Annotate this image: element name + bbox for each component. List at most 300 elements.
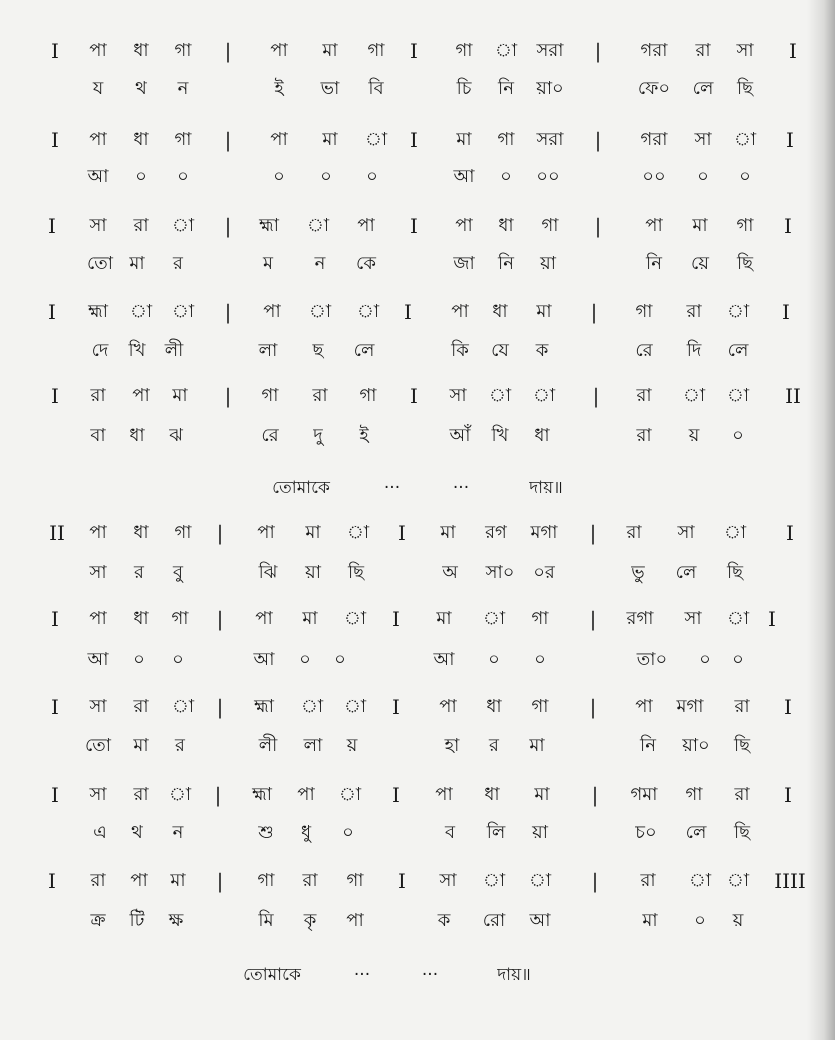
bar-close: I (784, 695, 792, 719)
refrain-word: তোমাকে (243, 965, 301, 985)
note: গরা (640, 40, 668, 61)
lyric-syllable: চ০ (635, 822, 657, 843)
note: ধা (484, 784, 500, 805)
note: পা (89, 40, 107, 61)
note: গা (174, 40, 192, 61)
lyric-syllable: ব (444, 822, 456, 843)
lyric-syllable: খি (491, 425, 509, 446)
lyric-syllable: য়া০ (682, 735, 710, 756)
note: া (726, 870, 750, 891)
note: পা (89, 522, 107, 543)
note: রগা (626, 608, 654, 629)
note: সরা (536, 129, 564, 150)
lyric-syllable: য়ে (691, 253, 709, 274)
note: া (171, 215, 195, 236)
note: া (346, 522, 370, 543)
note: হ্মা (88, 301, 108, 322)
lyric-syllable: ০ (699, 649, 711, 670)
lyric-syllable: ধা (129, 425, 145, 446)
bar-divider: | (224, 214, 232, 238)
lyric-syllable: ন (314, 253, 326, 274)
lyric-syllable: রা (636, 425, 652, 446)
note: গা (685, 784, 703, 805)
lyric-syllable: ছি (733, 822, 751, 843)
note: া (494, 40, 518, 61)
lyric-syllable: কৃ (303, 910, 317, 931)
note: হ্মা (252, 784, 272, 805)
lyric-syllable: ক (437, 910, 451, 931)
lyric-syllable: য় (346, 735, 358, 756)
lyric-syllable: লে (353, 340, 375, 361)
lyric-syllable: অ (442, 562, 458, 583)
refrain-ellipsis: ··· (383, 478, 401, 498)
lyrics-row (0, 249, 835, 283)
note: গা (635, 301, 653, 322)
note: মা (322, 40, 338, 61)
bar-divider: | (591, 869, 599, 893)
lyrics-row (0, 906, 835, 940)
bar-close: IIII (774, 869, 806, 893)
lyric-syllable: ০র (533, 562, 555, 583)
lyric-syllable: লে (692, 78, 714, 99)
lyric-syllable: খি (128, 340, 146, 361)
bar-divider: | (594, 128, 602, 152)
note: পা (270, 129, 288, 150)
bar-open: I (51, 384, 59, 408)
lyrics-row (0, 731, 835, 765)
note: রা (133, 696, 149, 717)
lyric-syllable: বু (172, 562, 184, 583)
lyric-syllable: ধু (300, 822, 312, 843)
note: গা (497, 129, 515, 150)
lyric-syllable: বা (90, 425, 106, 446)
note: মা (440, 522, 456, 543)
note: গা (171, 608, 189, 629)
note: রা (90, 870, 106, 891)
bar-divider: I (392, 695, 400, 719)
note: পা (357, 215, 375, 236)
lyric-syllable: ০ (334, 649, 346, 670)
bar-divider: I (392, 607, 400, 631)
note: মা (305, 522, 321, 543)
lyric-syllable: র (134, 562, 144, 583)
swaralipi-notes-row (0, 780, 835, 814)
note: হ্মা (254, 696, 274, 717)
bar-divider: I (392, 783, 400, 807)
lyric-syllable: এ (93, 822, 107, 843)
note: া (308, 301, 332, 322)
lyric-syllable: র (489, 735, 499, 756)
bar-divider: | (216, 869, 224, 893)
lyric-syllable: য় (732, 910, 744, 931)
bar-divider: | (216, 521, 224, 545)
note: রা (133, 215, 149, 236)
note: সা (449, 385, 467, 406)
note: রা (640, 870, 656, 891)
lyric-syllable: আ (453, 166, 475, 187)
lyric-syllable: ০ (697, 166, 709, 187)
lyric-syllable: ন (172, 822, 184, 843)
note: সা (89, 696, 107, 717)
refrain-ellipsis: ··· (452, 478, 470, 498)
note: গমা (630, 784, 658, 805)
lyric-syllable: সা (89, 562, 107, 583)
lyric-syllable: য়া (540, 253, 556, 274)
lyric-syllable: দু (313, 425, 323, 446)
note: পা (263, 301, 281, 322)
note: গা (174, 522, 192, 543)
lyric-syllable: য় (688, 425, 700, 446)
lyric-syllable: যে (491, 340, 509, 361)
note: রা (90, 385, 106, 406)
note: রা (302, 870, 318, 891)
bar-open: I (48, 300, 56, 324)
lyrics-row (0, 421, 835, 455)
note: ধা (133, 129, 149, 150)
note: হ্মা (259, 215, 279, 236)
bar-divider: | (594, 214, 602, 238)
lyric-syllable: রে (635, 340, 653, 361)
swaralipi-notes-row (0, 36, 835, 70)
note: পা (297, 784, 315, 805)
lyrics-row (0, 818, 835, 852)
lyric-syllable: ঝ (169, 425, 183, 446)
bar-divider: I (410, 39, 418, 63)
note: গা (346, 870, 364, 891)
bar-divider: I (398, 869, 406, 893)
bar-close: I (786, 521, 794, 545)
bar-divider: | (224, 300, 232, 324)
page-edge-shadow (807, 0, 835, 1040)
note: গরা (640, 129, 668, 150)
note: রা (734, 696, 750, 717)
note: মা (172, 385, 188, 406)
note: সা (89, 215, 107, 236)
refrain-end: দায়॥ (529, 478, 563, 498)
lyric-syllable: আ (87, 166, 109, 187)
bar-divider: | (214, 783, 222, 807)
note: গা (531, 696, 549, 717)
lyric-syllable: ০ (273, 166, 285, 187)
lyric-syllable: ০ (135, 166, 147, 187)
lyric-syllable: আ (433, 649, 455, 670)
lyric-syllable: র (173, 253, 183, 274)
lyric-syllable: ভা (320, 78, 340, 99)
refrain-word: তোমাকে (272, 478, 330, 498)
note: রগ (485, 522, 507, 543)
note: া (356, 301, 380, 322)
note: া (723, 522, 747, 543)
note: গা (541, 215, 559, 236)
refrain-line (0, 473, 835, 505)
bar-divider: | (589, 521, 597, 545)
lyric-syllable: ০ (320, 166, 332, 187)
lyrics-row (0, 645, 835, 679)
note: গা (261, 385, 279, 406)
bar-close: I (789, 39, 797, 63)
bar-open: I (51, 695, 59, 719)
bar-divider: | (224, 128, 232, 152)
note: া (528, 870, 552, 891)
bar-divider: | (594, 39, 602, 63)
bar-open: II (49, 521, 65, 545)
bar-divider: I (410, 384, 418, 408)
lyric-syllable: ন (177, 78, 189, 99)
note: মা (302, 608, 318, 629)
swaralipi-notes-row (0, 866, 835, 900)
lyric-syllable: থ (131, 822, 143, 843)
note: সা (736, 40, 754, 61)
swaralipi-notes-row (0, 125, 835, 159)
bar-close: II (785, 384, 801, 408)
note: পা (455, 215, 473, 236)
lyric-syllable: তা০ (636, 649, 668, 670)
lyric-syllable: সা০ (485, 562, 515, 583)
note: া (482, 608, 506, 629)
note: ধা (133, 608, 149, 629)
note: গা (359, 385, 377, 406)
note: া (726, 608, 750, 629)
refrain-end: দায়॥ (497, 965, 531, 985)
lyric-syllable: ই (274, 78, 284, 99)
note: ধা (492, 301, 508, 322)
lyric-syllable: আ (529, 910, 551, 931)
bar-close: I (786, 128, 794, 152)
note: া (726, 301, 750, 322)
lyric-syllable: বি (368, 78, 384, 99)
note: পা (89, 129, 107, 150)
note: মা (692, 215, 708, 236)
note: পা (89, 608, 107, 629)
note: পা (635, 696, 653, 717)
lyric-syllable: মা (529, 735, 545, 756)
lyric-syllable: ০ (299, 649, 311, 670)
note: া (306, 215, 330, 236)
note: া (688, 870, 712, 891)
lyric-syllable: য়া০ (536, 78, 564, 99)
bar-divider: | (589, 607, 597, 631)
note: মা (170, 870, 186, 891)
note: গা (367, 40, 385, 61)
lyric-syllable: র (175, 735, 185, 756)
lyric-syllable: লে (685, 822, 707, 843)
note: া (171, 301, 195, 322)
note: মা (536, 301, 552, 322)
note: া (171, 696, 195, 717)
lyric-syllable: ০ (366, 166, 378, 187)
note: পা (439, 696, 457, 717)
note: া (338, 784, 362, 805)
lyric-syllable: মি (258, 910, 274, 931)
swaralipi-notes-row (0, 297, 835, 331)
lyric-syllable: ভু (631, 562, 645, 583)
note: া (300, 696, 324, 717)
lyric-syllable: ম (263, 253, 273, 274)
note: রা (133, 784, 149, 805)
lyric-syllable: ধা (534, 425, 550, 446)
lyric-syllable: ক (535, 340, 549, 361)
lyric-syllable: জা (453, 253, 475, 274)
lyric-syllable: ০ (342, 822, 354, 843)
note: া (168, 784, 192, 805)
lyric-syllable: শু (258, 822, 274, 843)
bar-divider: | (589, 695, 597, 719)
bar-divider: | (216, 695, 224, 719)
bar-close: I (768, 607, 776, 631)
refrain-ellipsis: ··· (353, 965, 371, 985)
note: রা (636, 385, 652, 406)
note: পা (255, 608, 273, 629)
lyric-syllable: ০ (488, 649, 500, 670)
lyric-syllable: ছি (736, 253, 754, 274)
note: পা (130, 870, 148, 891)
lyric-syllable: লী (164, 340, 184, 361)
lyric-syllable: ০ (177, 166, 189, 187)
note: া (488, 385, 512, 406)
bar-close: I (784, 214, 792, 238)
note: া (343, 608, 367, 629)
note: গা (736, 215, 754, 236)
note: সা (89, 784, 107, 805)
bar-close: I (784, 783, 792, 807)
refrain-ellipsis: ··· (421, 965, 439, 985)
lyric-syllable: কে (356, 253, 376, 274)
note: া (343, 696, 367, 717)
bar-divider: I (398, 521, 406, 545)
lyric-syllable: ছি (726, 562, 744, 583)
bar-open: I (51, 783, 59, 807)
lyric-syllable: ০ (694, 910, 706, 931)
note: া (682, 385, 706, 406)
note: ধা (498, 215, 514, 236)
lyric-syllable: কি (451, 340, 469, 361)
note: া (726, 385, 750, 406)
lyric-syllable: নি (640, 735, 656, 756)
note: সা (694, 129, 712, 150)
lyric-syllable: য (92, 78, 104, 99)
note: মগা (676, 696, 704, 717)
lyric-syllable: ছি (347, 562, 365, 583)
note: পা (257, 522, 275, 543)
note: গা (257, 870, 275, 891)
lyrics-row (0, 74, 835, 108)
bar-close: I (782, 300, 790, 324)
swaralipi-notes-row (0, 381, 835, 415)
note: রা (626, 522, 642, 543)
lyric-syllable: ক্ষ (168, 910, 184, 931)
lyric-syllable: নি (646, 253, 662, 274)
bar-divider: | (216, 607, 224, 631)
note: মা (456, 129, 472, 150)
lyric-syllable: চি (456, 78, 472, 99)
note: সা (684, 608, 702, 629)
lyric-syllable: পা (346, 910, 364, 931)
lyric-syllable: লা (303, 735, 323, 756)
lyric-syllable: ০০ (642, 166, 666, 187)
note: া (364, 129, 388, 150)
lyric-syllable: আ (253, 649, 275, 670)
note: সা (677, 522, 695, 543)
note: পা (645, 215, 663, 236)
bar-divider: | (224, 39, 232, 63)
bar-divider: | (591, 783, 599, 807)
bar-open: I (51, 607, 59, 631)
lyric-syllable: ০ (172, 649, 184, 670)
note: া (733, 129, 757, 150)
lyric-syllable: লী (258, 735, 278, 756)
note: মা (436, 608, 452, 629)
lyrics-row (0, 558, 835, 592)
bar-divider: | (224, 384, 232, 408)
lyrics-row (0, 162, 835, 196)
lyric-syllable: ০ (534, 649, 546, 670)
lyric-syllable: মা (129, 253, 145, 274)
lyric-syllable: লি (486, 822, 506, 843)
lyric-syllable: থ (135, 78, 147, 99)
bar-open: I (48, 869, 56, 893)
lyric-syllable: ক্র (90, 910, 106, 931)
note: া (482, 870, 506, 891)
lyric-syllable: ই (359, 425, 369, 446)
note: া (532, 385, 556, 406)
lyric-syllable: ছি (733, 735, 751, 756)
lyric-syllable: ০০ (536, 166, 560, 187)
lyric-syllable: ছ (312, 340, 324, 361)
swaralipi-notes-row (0, 211, 835, 245)
lyric-syllable: তো (84, 735, 112, 756)
note: মা (322, 129, 338, 150)
note: গা (174, 129, 192, 150)
lyric-syllable: ছি (736, 78, 754, 99)
lyric-syllable: য়া (305, 562, 321, 583)
lyric-syllable: লা (258, 340, 278, 361)
lyric-syllable: নি (498, 253, 514, 274)
bar-divider: I (404, 300, 412, 324)
lyric-syllable: ০ (732, 425, 744, 446)
lyric-syllable: আ (87, 649, 109, 670)
note: মগা (530, 522, 558, 543)
lyric-syllable: রো (482, 910, 506, 931)
lyric-syllable: মা (642, 910, 658, 931)
bar-open: I (48, 214, 56, 238)
lyric-syllable: দে (91, 340, 109, 361)
note: গা (531, 608, 549, 629)
lyric-syllable: ০ (739, 166, 751, 187)
lyric-syllable: ঝি (258, 562, 278, 583)
note: সরা (536, 40, 564, 61)
refrain-line (0, 960, 835, 992)
bar-divider: I (410, 128, 418, 152)
lyric-syllable: ফে০ (637, 78, 671, 99)
lyrics-row (0, 336, 835, 370)
note: রা (695, 40, 711, 61)
swaralipi-notes-row (0, 692, 835, 726)
note: া (129, 301, 153, 322)
swaralipi-notes-row (0, 518, 835, 552)
swaralipi-notes-row (0, 604, 835, 638)
note: রা (312, 385, 328, 406)
lyric-syllable: রে (261, 425, 279, 446)
note: পা (451, 301, 469, 322)
note: সা (439, 870, 457, 891)
note: পা (270, 40, 288, 61)
note: পা (132, 385, 150, 406)
lyric-syllable: তো (86, 253, 114, 274)
lyric-syllable: ০ (500, 166, 512, 187)
lyric-syllable: আঁ (449, 425, 471, 446)
note: ধা (133, 40, 149, 61)
lyric-syllable: নি (498, 78, 514, 99)
